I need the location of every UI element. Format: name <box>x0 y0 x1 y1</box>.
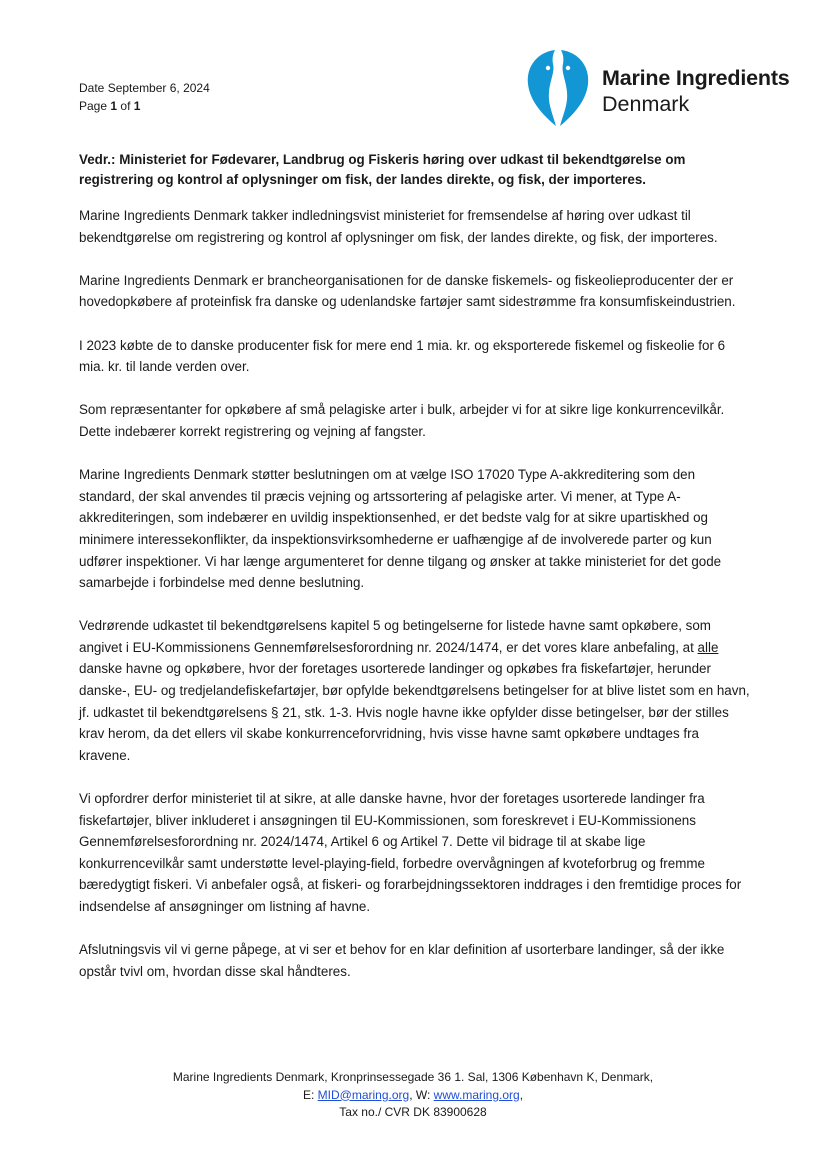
website-link[interactable]: www.maring.org <box>433 1087 520 1102</box>
page-line <box>79 97 210 115</box>
paragraph: Marine Ingredients Denmark støtter beslutningen om at vælge ISO 17020 Type A-akkreditering som den standard, der skal anvendes til præcis vejning og artssortering af pelagiske arter. Vi mener, at Type A-akkrediteringen, som indebærer en uvildig inspektionsenhed, er det bedste valg for at sikre upartiskhed og minimere interessekonflikter, da inspektionsvirksomhederne er uafhængige af de involverede parter og kun udfører inspektioner. Vi har længe argumenteret for denne tilgang og ønsker at takke ministeriet for det gode samarbejde i forbindelse med denne beslutning. <box>79 467 722 591</box>
footer <box>0 1069 826 1122</box>
paragraph: Afslutningsvis vil vi gerne påpege, at vi ser et behov for en klar definition af usorterbare landinger, så der ikke opstår tvivl om, hvordan disse skal håndteres. <box>79 942 725 979</box>
footer-contact: E: MID@maring.org, W: www.maring.org, <box>302 1087 524 1102</box>
paragraph: Marine Ingredients Denmark er brancheorganisationen for de danske fiskemels- og fiskeolieproducenter der er hovedopkøbere af proteinfisk fra danske og udenlandske fartøjer samt sidestrømme fra konsumfiskeindustrien. <box>79 272 736 310</box>
page-total: 1 <box>133 99 141 113</box>
page-current: 1 <box>110 99 118 113</box>
email-link[interactable]: MID@maring.org <box>317 1087 410 1102</box>
letter-body <box>79 205 751 1004</box>
paragraph: I 2023 købte de to danske producenter fisk for mere end 1 mia. kr. og eksporterede fiskemel og fiskeolie for 6 mia. kr. til lande verden over. <box>79 337 726 375</box>
paragraph-text: danske havne og opkøbere, hvor der foretages usorterede landinger og opkøbes fra fiskefartøjer, herunder danske-, EU- og tredjelandefiskefartøjer, bør opfylde bekendtgørelsens betingelser for at blive listet som en havn, jf. udkastet til bekendtgørelsens § 21, stk. 1-3. Hvis nogle havne ikke opfylder disse betingelser, bør der stilles krav herom, da det ellers vil skabe konkurrenceforvridning, hvis visse havne samt opkøbere undtages fra kravene. <box>79 661 750 763</box>
footer-tax: Tax no./ CVR DK 83900628 <box>339 1105 487 1119</box>
date-value: September 6, 2024 <box>107 81 210 95</box>
date-line <box>79 79 210 97</box>
document-meta <box>79 79 210 115</box>
underlined-word: alle <box>697 639 719 655</box>
page-of: of <box>120 99 131 113</box>
footer-address: Marine Ingredients Denmark, Kronprinsessegade 36 1. Sal, 1306 København K, Denmark, <box>172 1070 654 1084</box>
logo-subtitle: Denmark <box>602 92 690 116</box>
letter-subject: Vedr.: Ministeriet for Fødevarer, Landbrug og Fiskeris høring over udkast til bekendtgørelse om registrering og kontrol af oplysninger om fisk, der landes direkte, og fisk, der importeres. <box>79 152 686 187</box>
paragraph: Som repræsentanter for opkøbere af små pelagiske arter i bulk, arbejder vi for at sikre lige konkurrencevilkår. Dette indebærer korrekt registrering og vejning af fangster. <box>79 402 725 439</box>
company-logo <box>522 44 792 128</box>
web-label: W: <box>415 1087 431 1102</box>
paragraph: Vi opfordrer derfor ministeriet til at sikre, at alle danske havne, hvor der foretages usorterede landinger fra fiskefartøjer, bliver inkluderet i ansøgningen til EU-Kommissionen, som foreskrevet i EU-Kommissionens Gennemførelsesforordning nr. 2024/1474, Artikel 6 og Artikel 7. Dette vil bidrage til at skabe lige konkurrencevilkår samt understøtte level-playing-field, forbedre overvågningen af kvoteforbrug og fremme bæredygtigt fiskeri. Vi anbefaler også, at fiskeri- og forarbejdningssektoren inddrages i den fremtidige proces for indsendelse af ansøgninger om listning af havne. <box>79 791 742 914</box>
page-label: Page <box>79 99 108 113</box>
email-label: E: <box>302 1087 315 1102</box>
fish-logo-icon <box>522 46 594 128</box>
paragraph: Marine Ingredients Denmark takker indledningsvist ministeriet for fremsendelse af høring over udkast til bekendtgørelse om registrering og kontrol af oplysninger om fisk, der landes direkte, og fisk, der importeres. <box>79 208 718 245</box>
paragraph-text: Vedrørende udkastet til bekendtgørelsens kapitel 5 og betingelserne for listede havne samt opkøbere, som angivet i EU-Kommissionens Gennemførelsesforordning nr. 2024/1474, er det vores klare anbefaling, at <box>79 618 711 655</box>
logo-title: Marine Ingredients <box>602 66 790 90</box>
paragraph <box>79 615 751 766</box>
date-label: Date <box>79 81 105 95</box>
